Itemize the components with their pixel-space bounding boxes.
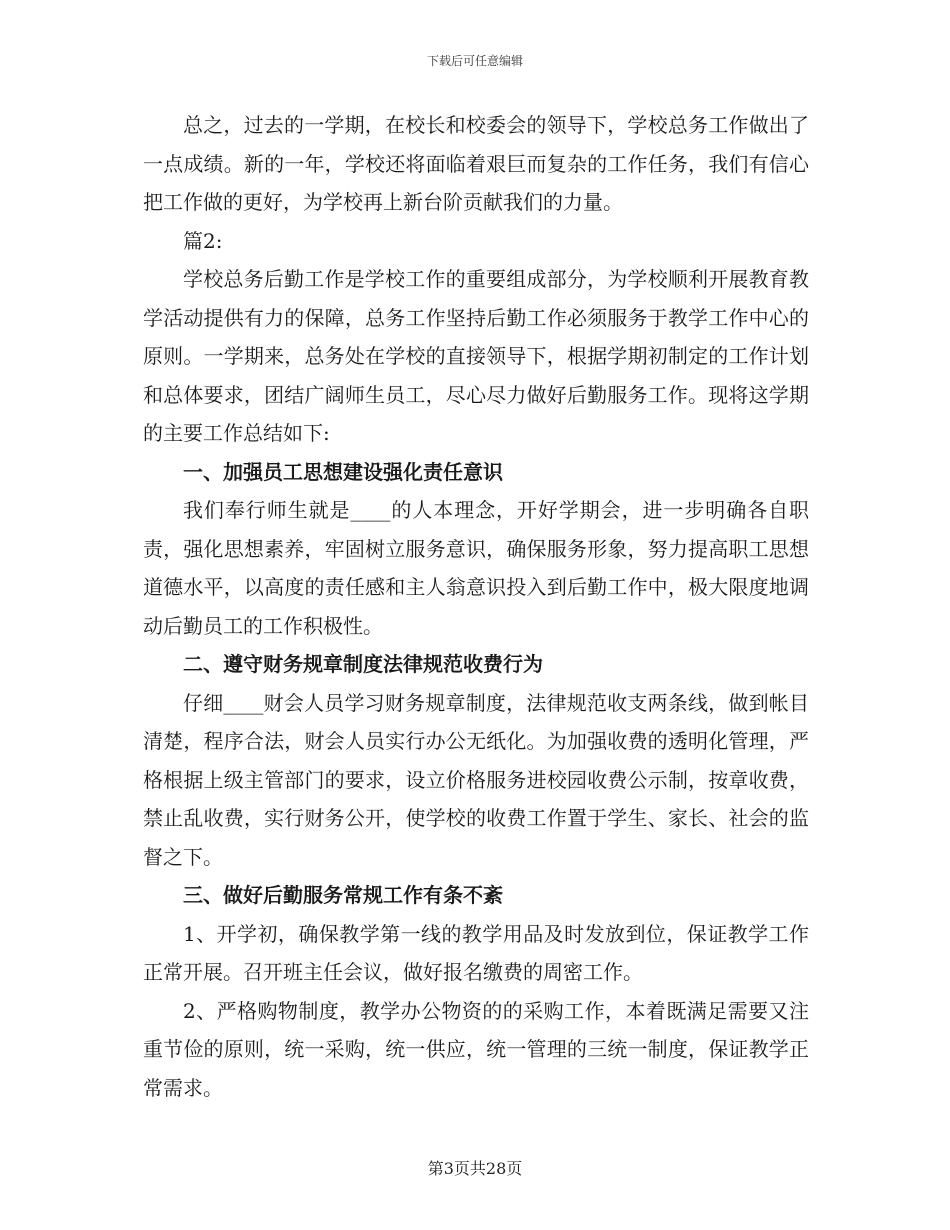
paragraph-item-2: 2、严格购物制度，教学办公物资的的采购工作，本着既满足需要又注重节俭的原则，统一采购，统一供应，统一管理的三统一制度，保证教学正常需求。 [143,998,809,1100]
section-heading-1: 一、加强员工思想建设强化责任意识 [183,459,503,484]
paragraph-intro: 学校总务后勤工作是学校工作的重要组成部分，为学校顺利开展教育教学活动提供有力的保障，总务工作坚持后勤工作必须服务于教学工作中心的原则。一学期来，总务处在学校的直接领导下，根据学期初制定的工作计划和总体要求，团结广阔师生员工，尽心尽力做好后勤服务工作。现将这学期的主要工作总结如下: [143,267,809,445]
paragraph-section-2: 仔细____财会人员学习财务规章制度，法律规范收支两条线，做到帐目清楚，程序合法，财会人员实行办公无纸化。为加强收费的透明化管理，严格根据上级主管部门的要求，设立价格服务进校园收费公示制，按章收费，禁止乱收费，实行财务公开，使学校的收费工作置于学生、家长、社会的监督之下。 [143,690,809,869]
section-heading-2: 二、遵守财务规章制度法律规范收费行为 [183,652,543,676]
document-body [143,106,809,1107]
page-header-note: 下载后可任意编辑 [426,54,523,68]
paragraph-item-1: 1、开学初，确保教学第一线的教学用品及时发放到位，保证教学工作正常开展。召开班主任会议，做好报名缴费的周密工作。 [143,921,809,984]
paragraph-section-1: 我们奉行师生就是____的人本理念，开好学期会，进一步明确各自职责，强化思想素养，牢固树立服务意识，确保服务形象，努力提高职工思想道德水平，以高度的责任感和主人翁意识投入到后勤工作中，极大限度地调动后勤员工的工作积极性。 [143,498,809,638]
section-heading-3: 三、做好后勤服务常规工作有条不紊 [183,883,503,907]
paragraph-part-label: 篇2: [183,228,223,253]
paragraph-summary: 总之，过去的一学期，在校长和校委会的领导下，学校总务工作做出了一点成绩。新的一年，学校还将面临着艰巨而复杂的工作任务，我们有信心把工作做的更好，为学校再上新台阶贡献我们的力量。 [143,113,809,214]
page-number-footer: 第3页共28页 [427,1159,523,1178]
